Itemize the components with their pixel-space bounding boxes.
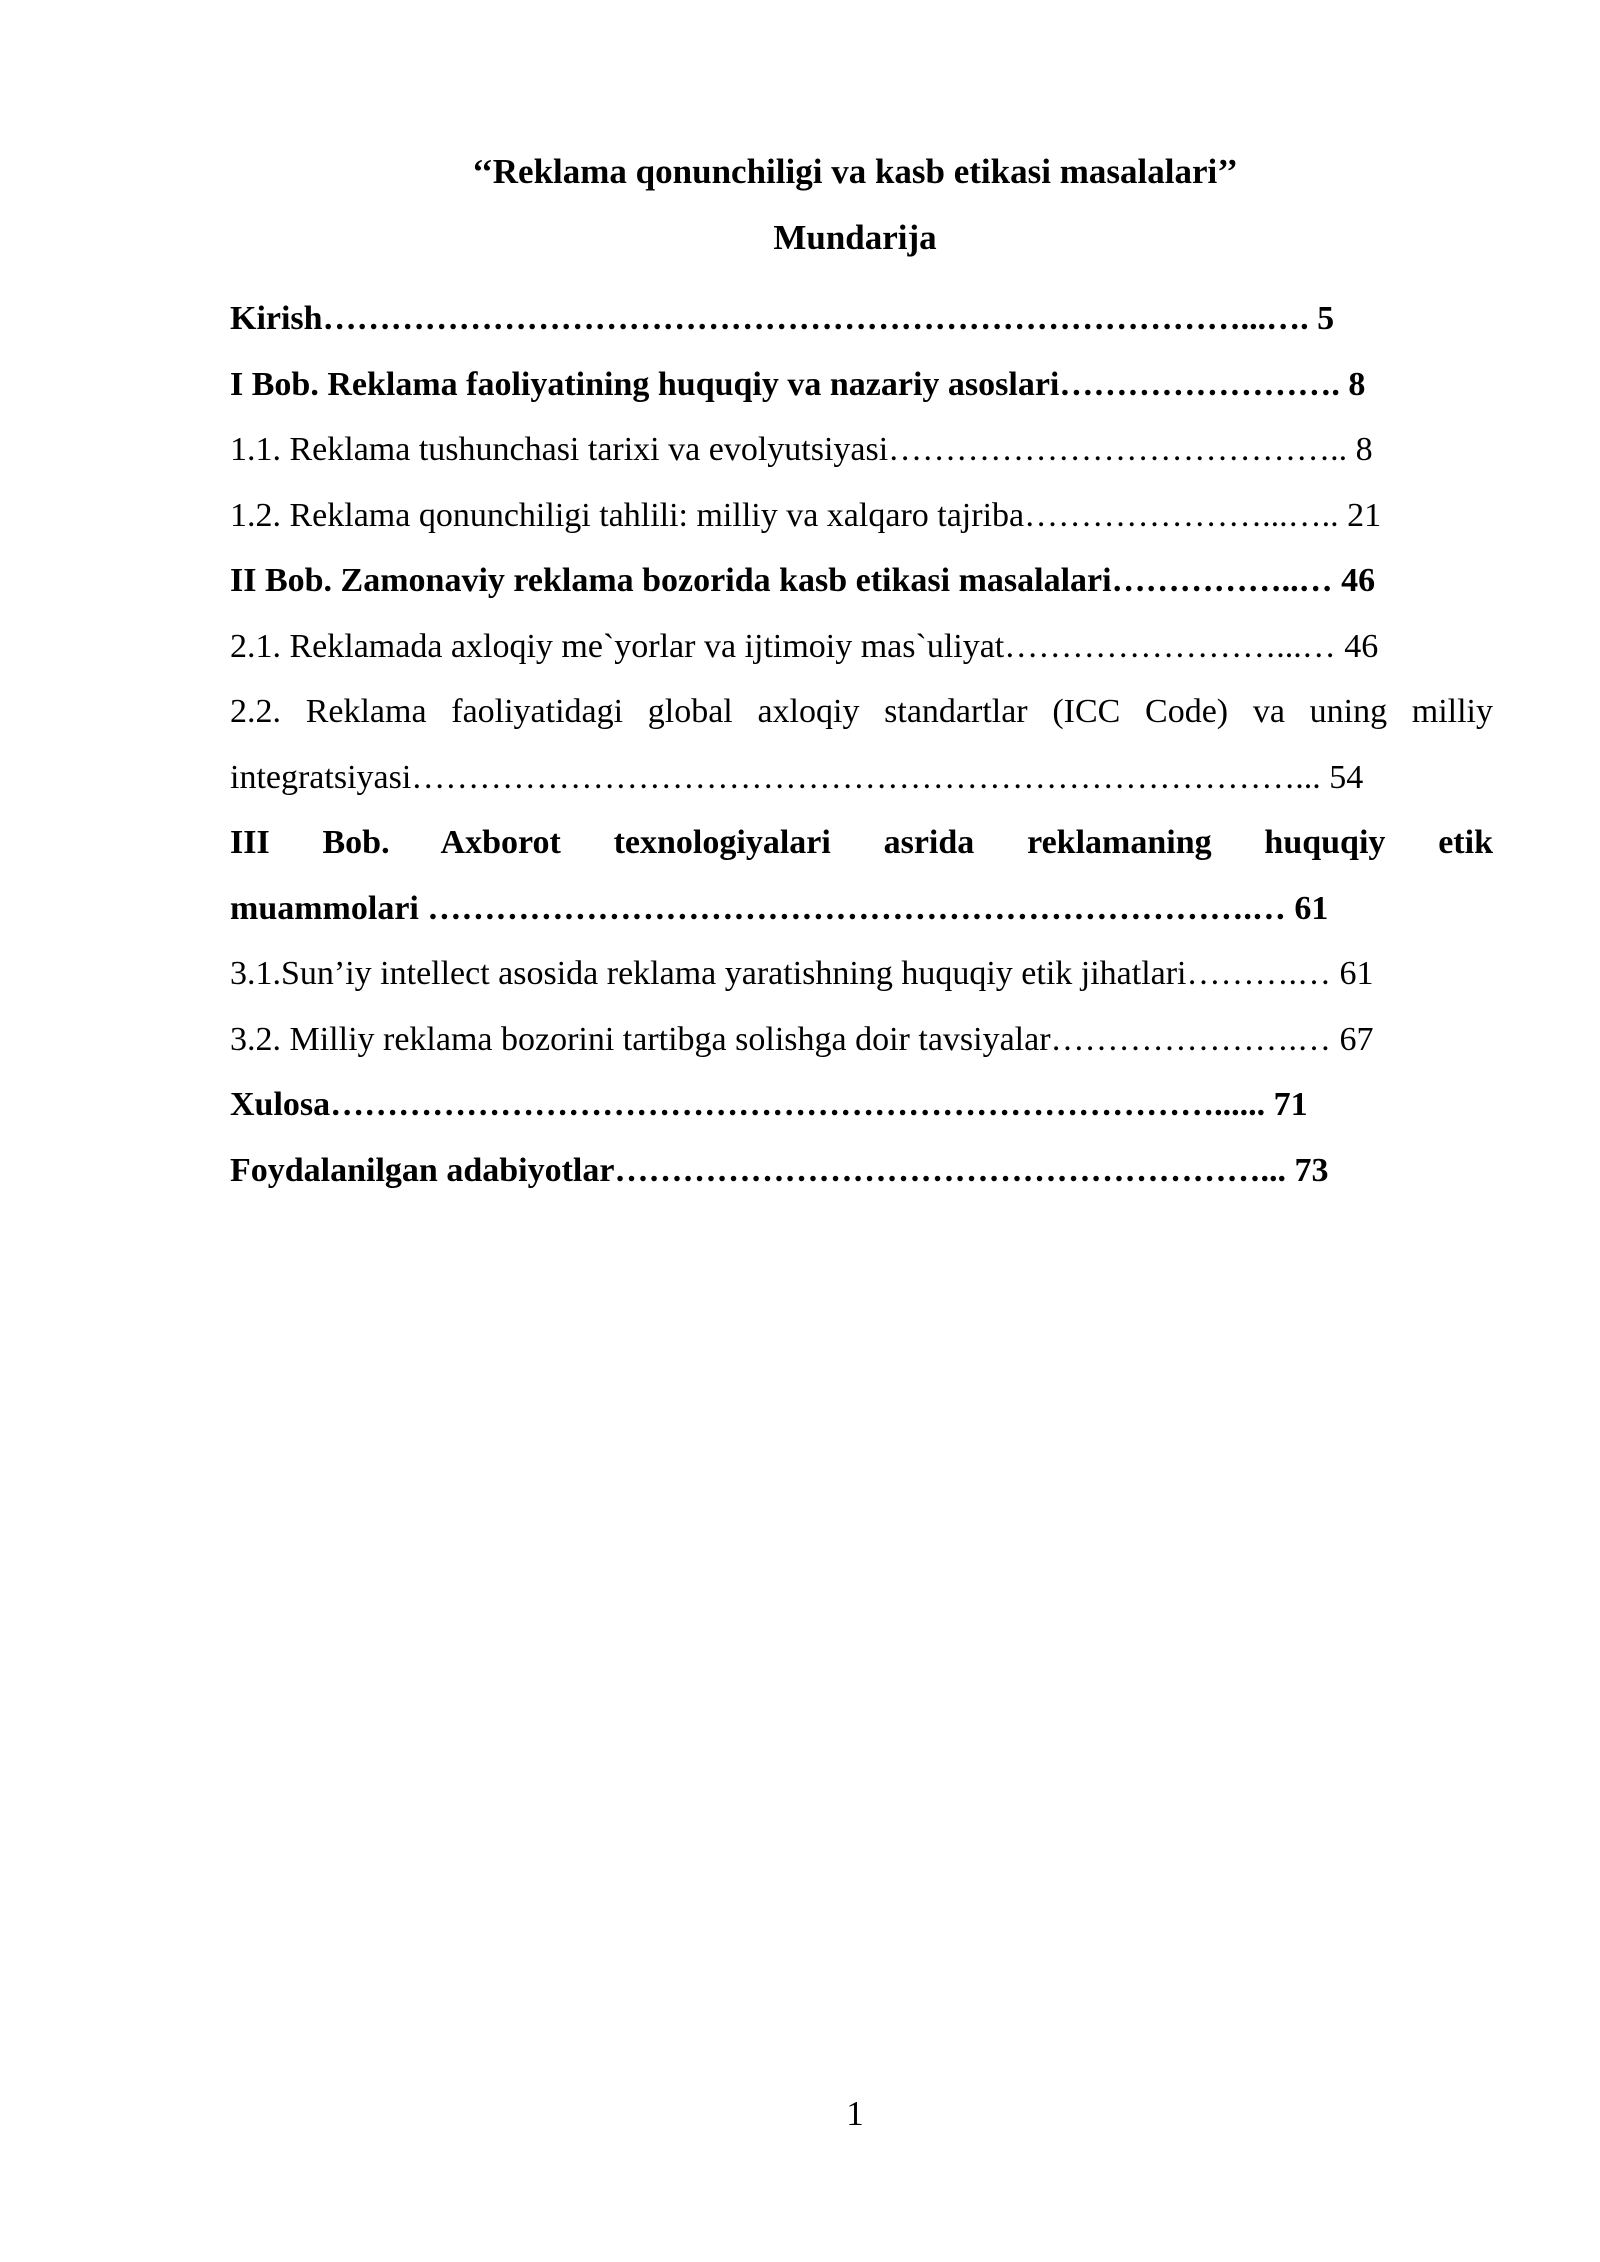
toc-entry-chapter-3-line-2: muammolari ……………………………………………………………….… 61 — [230, 889, 1329, 927]
document-title: ‘‘Reklama qonunchiligi va kasb etikasi masalalari’’ — [472, 152, 1238, 191]
toc-entry-section-1-2: 1.2. Reklama qonunchiligi tahlili: milliy va xalqaro tajriba…………………...….. 21 — [230, 496, 1382, 534]
toc-entry-chapter-2: II Bob. Zamonaviy reklama bozorida kasb etikasi masalalari……………..… 46 — [230, 562, 1376, 599]
toc-entry-section-2-2-line-1: 2.2. Reklama faoliyatidagi global axloqiy standartlar (ICC Code) va uning milliy — [230, 693, 1493, 730]
page-number: 1 — [846, 2094, 864, 2133]
toc-entry-chapter-3-line-1: III Bob. Axborot texnologiyalari asrida reklamaning huquqiy etik — [230, 824, 1493, 861]
toc-entry-section-3-1: 3.1.Sun’iy intellect asosida reklama yaratishning huquqiy etik jihatlari……….… 61 — [230, 955, 1374, 992]
table-of-contents — [230, 286, 1493, 1203]
toc-heading: Mundarija — [773, 218, 937, 257]
toc-entry-section-3-2: 3.2. Milliy reklama bozorini tartibga solishga doir tavsiyalar………………….… 67 — [230, 1020, 1374, 1058]
toc-entry-xulosa: Xulosa……………………………………………………………………...... 71 — [230, 1086, 1308, 1123]
toc-entry-section-2-2-line-2: integratsiyasi……………………………………………………………………... 54 — [230, 758, 1364, 796]
toc-entry-chapter-1: I Bob. Reklama faoliyatining huquqiy va nazariy asoslari……………………. 8 — [230, 365, 1366, 403]
toc-entry-bibliography: Foydalanilgan adabiyotlar…………………………………………………... 73 — [230, 1151, 1329, 1189]
toc-entry-section-2-1: 2.1. Reklamada axloqiy me`yorlar va ijtimoiy mas`uliyat……………………...… 46 — [230, 627, 1379, 665]
toc-entry-section-1-1: 1.1. Reklama tushunchasi tarixi va evolyutsiyasi………………………………….. 8 — [230, 431, 1373, 468]
toc-entry-kirish: Kirish………………………………………………………………………...…. 5 — [230, 300, 1335, 337]
